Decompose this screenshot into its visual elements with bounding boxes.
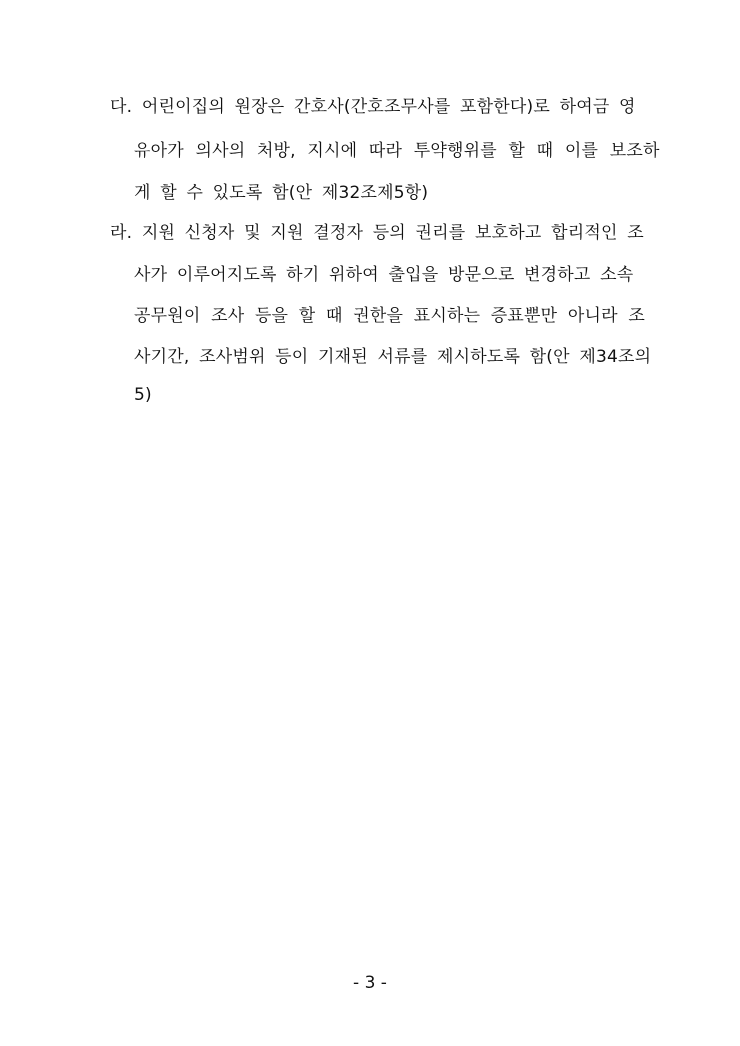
item-ra-line-4: 사기간, 조사범위 등이 기재된 서류를 제시하도록 함(안 제34조의: [134, 347, 652, 367]
item-ra-line-2: 사가 이루어지도록 하기 위하여 출입을 방문으로 변경하고 소속: [134, 265, 634, 285]
item-ra-line-5: 5): [134, 385, 152, 405]
page-number: - 3 -: [353, 973, 387, 993]
item-ra-line-1: 라. 지원 신청자 및 지원 결정자 등의 권리를 보호하고 합리적인 조: [110, 223, 644, 243]
item-ra-line-3: 공무원이 조사 등을 할 때 권한을 표시하는 증표뿐만 아니라 조: [134, 306, 645, 326]
item-da-line-3: 게 할 수 있도록 함(안 제32조제5항): [134, 183, 429, 203]
item-da-line-1: 다. 어린이집의 원장은 간호사(간호조무사를 포함한다)로 하여금 영: [110, 97, 636, 117]
item-da-line-2: 유아가 의사의 처방, 지시에 따라 투약행위를 할 때 이를 보조하: [134, 141, 660, 161]
